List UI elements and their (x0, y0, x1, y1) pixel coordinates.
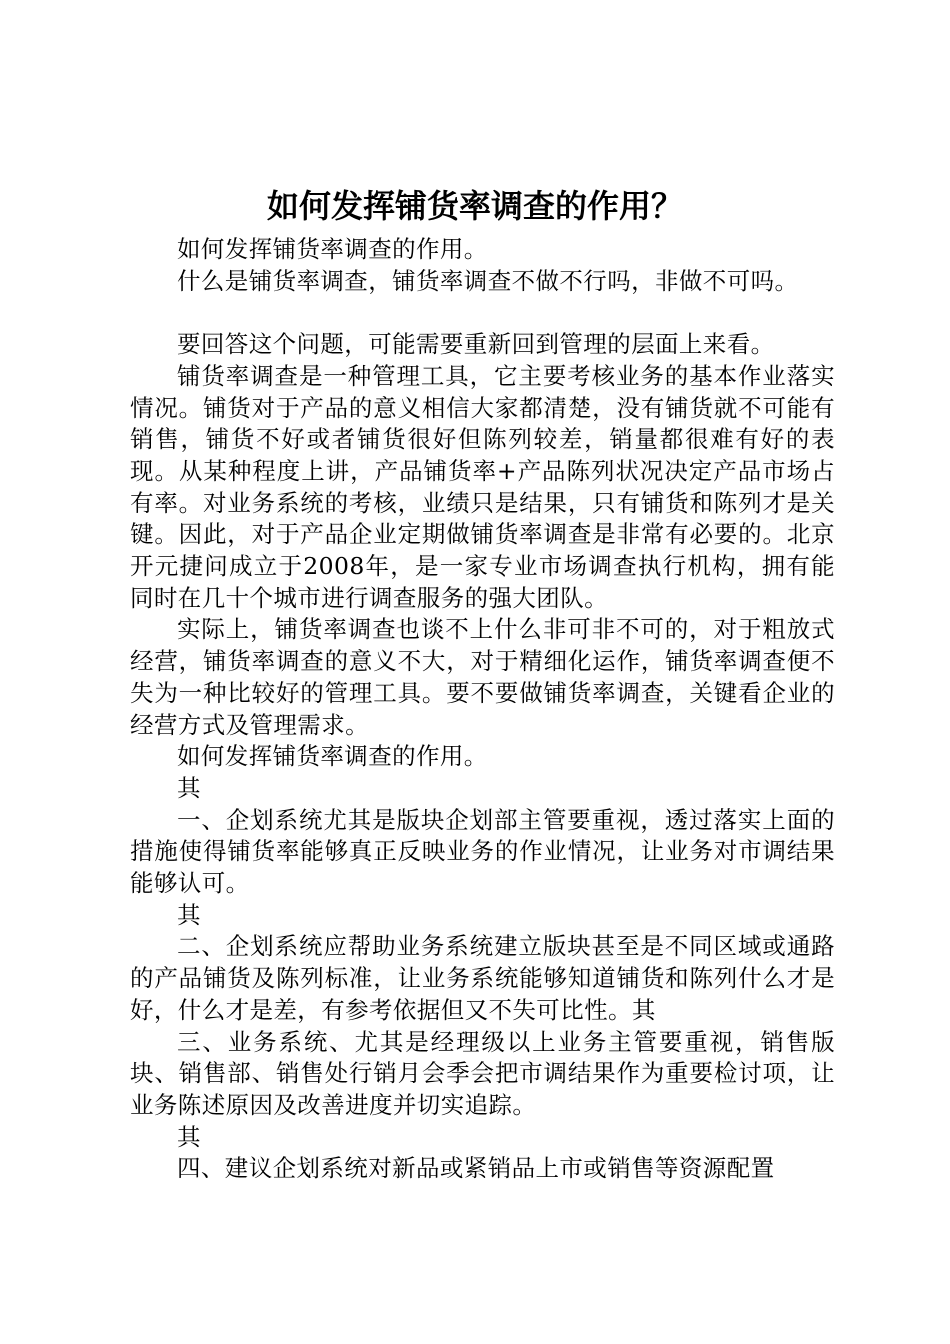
paragraph: 铺货率调查是一种管理工具，它主要考核业务的基本作业落实情况。铺货对于产品的意义相信大家都清楚，没有铺货就不可能有销售，铺货不好或者铺货很好但陈列较差，销量都很难有好的表现。从某种程度上讲，产品铺货率+产品陈列状况决定产品市场占有率。对业务系统的考核，业绩只是结果，只有铺货和陈列才是关键。因此，对于产品企业定期做铺货率调查是非常有必要的。北京开元捷问成立于2008年，是一家专业市场调查执行机构，拥有能同时在几十个城市进行调查服务的强大团队。 (130, 361, 835, 612)
paragraph: 三、业务系统、尤其是经理级以上业务主管要重视，销售版块、销售部、销售处行销月会季会把市调结果作为重要检讨项，让业务陈述原因及改善进度并切实追踪。 (130, 1027, 835, 1119)
paragraph: 其 (177, 900, 201, 929)
paragraph: 二、企划系统应帮助业务系统建立版块甚至是不同区域或通路的产品铺货及陈列标准，让业务系统能够知道铺货和陈列什么才是好，什么才是差，有参考依据但又不失可比性。其 (130, 932, 835, 1024)
paragraph: 如何发挥铺货率调查的作用。 (177, 742, 488, 771)
paragraph: 其 (177, 1122, 201, 1151)
paragraph: 什么是铺货率调查，铺货率调查不做不行吗，非做不可吗。 (177, 266, 799, 295)
paragraph: 四、建议企划系统对新品或紧销品上市或销售等资源配置 (177, 1154, 775, 1183)
paragraph: 要回答这个问题，可能需要重新回到管理的层面上来看。 (177, 330, 775, 359)
paragraph: 实际上，铺货率调查也谈不上什么非可非不可的，对于粗放式经营，铺货率调查的意义不大，对于精细化运作，铺货率调查便不失为一种比较好的管理工具。要不要做铺货率调查，关键看企业的经营方式及管理需求。 (130, 615, 835, 739)
paragraph: 一、企划系统尤其是版块企划部主管要重视，透过落实上面的措施使得铺货率能够真正反映业务的作业情况，让业务对市调结果能够认可。 (130, 805, 835, 898)
document-body (130, 234, 835, 1185)
paragraph: 如何发挥铺货率调查的作用。 (177, 235, 488, 263)
document-title: 如何发挥铺货率调查的作用？ (266, 187, 683, 225)
paragraph: 其 (177, 773, 201, 802)
